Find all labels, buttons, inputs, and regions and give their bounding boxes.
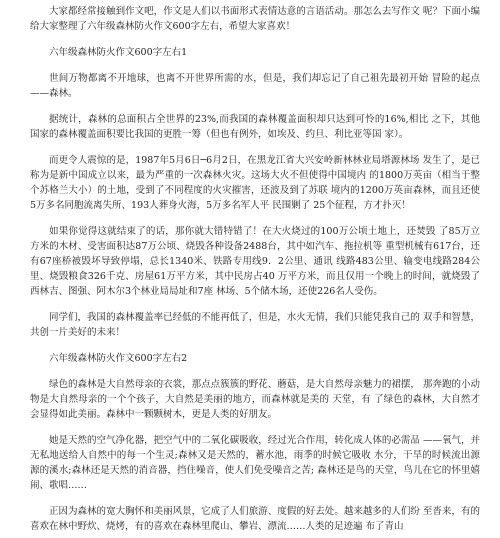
essay-1-title: 六年级森林防火作文600字左右1 (49, 47, 188, 58)
intro-paragraph: 大家都经常接触到作文吧，作文是人们以书面形式表情达意的言语活动。那怎么去写作文 呢？下面小编给大家整理了六年级森林防火作文600字左右，希望大家喜欢！ (30, 6, 480, 32)
essay-1-paragraph-1: 世间万物都离不开地球，也离不开世界所需的水，但是，我们却忘记了自己祖先最初开始 冒险的起点——森林。 (30, 73, 480, 99)
essay-2-paragraph-1: 绿色的森林是大自然母亲的衣裳，那点点簇簇的野花、蘑菇，是大自然母亲魅力的裙摆， 那奔跑的小动物是大自然母亲的一个个孩子，大自然是美丽的地方，而森林就是美的 天堂，有 了绿色的森林，大自然才会显得如此美丽。森林中一颗颗树木，更是人类的好朋友。 (30, 379, 480, 420)
essay-1-paragraph-5: 同学们，我国的森林覆盖率已经低的不能再低了，但是，水火无情，我们只能凭我自己的 双手和智慧，共创一片美好的未来！ (30, 312, 480, 338)
essay-2-paragraph-2: 她是天然的空气净化器，把空气中的二氧化碳吸收，经过光合作用，转化成人体的必需品 ——氧气，并无私地送给人自然中的每一个生灵;森林又是天然的，蓄水池，雨季的时候它吸收 水分，干旱的时候流出源源的溪水;森林还是天然的消音器，挡住噪音，使人们免受噪音之苦; 森林还是鸟的天堂，鸟儿在它的怀里嬉闹、歌唱…… (30, 435, 480, 491)
essay-1-paragraph-3: 而更令人震惊的是，1987年5月6日─6月2日，在黑龙江省大兴安岭新林林业局塔源林场 发生了，是已称为是新中国成立以来，最为严重的一次森林火灾。这场大火不但使得中国境内 的1800万英亩（相当于整个苏格兰大小）的土地，受到了不同程度的火灾摧害，还波及到了苏联 境内的1200万英亩森林，而且还使5万多名同胞流离失所、193人葬身火海，5万多名军人平 民围剿了 25个征程，方才扑灭！ (30, 155, 480, 211)
essay-1-paragraph-2: 据统计，森林的总面积占全世界的23%,而我国的森林覆盖面积却只达到可怜的16%,相比 之下，其他国家的森林覆盖面积要比我国的更胜一筹（但也有例外，如埃及、约旦、利比亚等国 家）。 (30, 114, 480, 140)
essay-2-paragraph-3: 正因为森林的宽大胸怀和美丽风景，它成了人们旅游、度假的好去处。越来越多的人们纷 至沓来，有的喜欢在林中野炊、烧烤，有的喜欢在森林里爬山、攀岩、漂流……人类的足迹遍 布了青山 (30, 506, 480, 532)
essay-1-paragraph-4: 如果你觉得这就结束了的话，那你就大错特错了！在大火烧过的100万公顷土地上，还焚毁 了85万立方米的木材、受害面积达87万公顷、烧毁各种设备2488台，其中如汽车、拖拉机等 重型机械有617台，还有67座桥被毁坏导致停塌，总长1340米、铁路专用线9．2公里、通讯 线路483公里、输变电线路284公里、烧毁粮食326千克、房屋61万平方米，其中民房占40 万平方米，而且仅用一个晚上的时间，就烧毁了西林吉、图强、阿木尔3个林业局局址和7座 林场、5个储木场，还使226名人受伤。 (30, 226, 480, 297)
essay-2-title: 六年级森林防火作文600字左右2 (49, 353, 188, 364)
